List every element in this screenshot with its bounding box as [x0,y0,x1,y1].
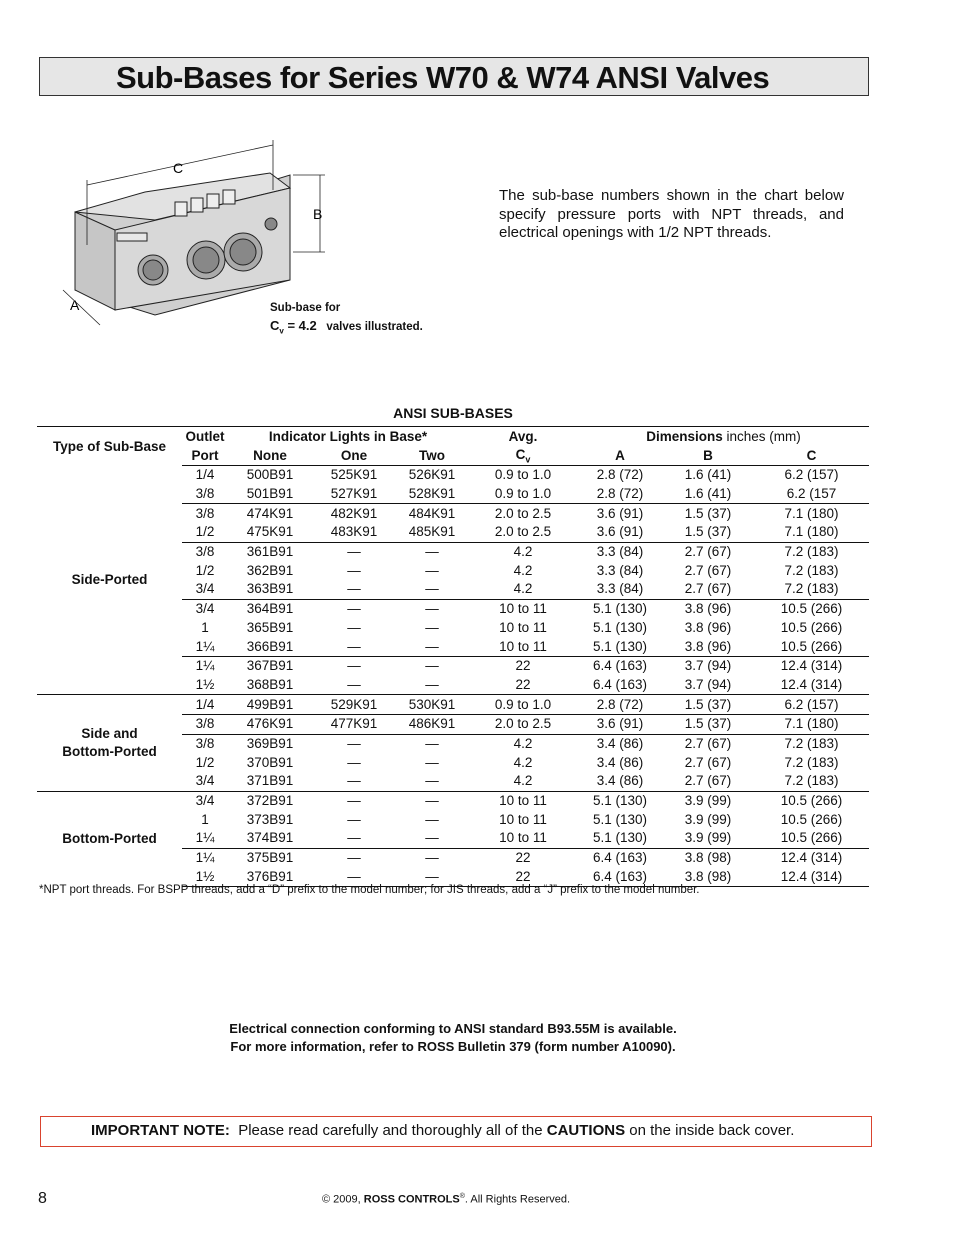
outlet-port: 1½ [195,676,215,692]
model-two: — [425,638,439,654]
note-text2: on the inside back cover. [629,1122,795,1139]
model-two: — [425,581,439,597]
model-none: 373B91 [246,811,294,827]
dim-b: 3.8 (96) [684,638,732,654]
avg-cv: 22 [515,676,531,692]
dim-c: 7.2 (183) [784,754,839,770]
dim-a: 3.3 (84) [596,581,644,597]
model-none: 372B91 [228,791,312,810]
dimension-label-c: C [173,160,184,176]
model-two: 526K91 [408,467,456,483]
copyright-suffix: . All Rights Reserved. [464,1193,571,1206]
ansi-sub-bases-table [37,426,869,887]
model-one: 527K91 [330,486,378,502]
dim-a: 5.1 (130) [592,619,648,635]
dim-c: 7.2 (183) [754,734,869,753]
electrical-note [0,1020,906,1056]
avg-cv: 4.2 [513,562,533,578]
table-row [37,695,869,715]
model-one: 525K91 [330,467,378,483]
intro-text: The sub-base numbers shown in the chart below specify pressure ports with NPT threads, and electrical openings with 1/2 NPT threads. [499,187,844,241]
outlet-port: 3/4 [182,599,228,618]
avg-cv: 4.2 [513,581,533,597]
model-two: 486K91 [396,714,468,734]
avg-cv: 4.2 [513,754,533,770]
dim-b: 2.7 (67) [684,581,732,597]
model-none: 369B91 [228,734,312,753]
brand-name: ROSS CONTROLS [363,1193,460,1206]
dim-b: 2.7 (67) [684,562,732,578]
avg-cv: 4.2 [468,542,578,561]
model-none: 475K91 [246,524,294,540]
note-text1: Please read carefully and thoroughly all of the [238,1122,543,1139]
model-two: — [425,619,439,635]
dim-a: 5.1 (130) [592,811,648,827]
header-indicator: Indicator Lights in Base* [228,427,468,447]
dim-c: 10.5 (266) [780,638,843,654]
model-none: 366B91 [246,638,294,654]
dim-c: 7.1 (180) [784,524,839,540]
outlet-port: 1/2 [195,524,215,540]
dim-c: 6.2 (157) [754,695,869,715]
dim-b: 3.9 (99) [662,791,754,810]
table-body [37,466,869,887]
dim-c: 12.4 (314) [780,676,843,692]
copyright [322,1193,570,1206]
caption-line2 [270,317,423,339]
outlet-port: 1/4 [195,467,215,483]
dim-b: 3.7 (94) [684,676,732,692]
model-two: — [396,599,468,618]
important-note-box [40,1116,872,1147]
avg-cv: 10 to 11 [468,791,578,810]
dim-a: 3.3 (84) [596,562,644,578]
caption-rest: valves illustrated. [326,321,423,333]
dim-b: 3.7 (94) [662,656,754,675]
avg-cv: 22 [468,656,578,675]
dim-a: 2.8 (72) [596,486,644,502]
outlet-port: 1¼ [182,656,228,675]
model-one: — [347,562,361,578]
dim-c: 6.2 (157) [784,467,839,483]
model-two: — [425,811,439,827]
avg-cv: 0.9 to 1.0 [468,695,578,715]
model-one: — [312,542,396,561]
note-cautions: CAUTIONS [546,1122,626,1139]
sub-base-type: Side-Ported [71,571,148,587]
page-title-box [39,57,869,96]
header-cv-label: C [515,446,526,462]
dim-b: 3.8 (98) [662,848,754,867]
outlet-port: 1¼ [182,848,228,867]
dim-b: 2.7 (67) [662,734,754,753]
dim-b: 2.7 (67) [684,773,732,789]
model-two: — [396,656,468,675]
dim-c: 12.4 (314) [754,656,869,675]
copyright-prefix: © 2009, [322,1193,361,1206]
dim-b: 3.9 (99) [684,830,732,846]
outlet-port: 3/4 [195,773,215,789]
caption-value: = 4.2 [283,318,317,333]
page-title: Sub-Bases for Series W70 & W74 ANSI Valves [116,60,770,95]
header-none: None [228,446,312,466]
model-none: 364B91 [228,599,312,618]
dim-b: 3.8 (96) [684,619,732,635]
dim-a: 3.4 (86) [596,754,644,770]
header-port: Port [182,446,228,466]
model-one: 483K91 [330,524,378,540]
outlet-port: 1/2 [195,562,215,578]
dim-a: 3.6 (91) [596,524,644,540]
model-none: 375B91 [228,848,312,867]
sub-base-type: Bottom-Ported [37,791,182,886]
dim-c: 7.2 (183) [784,773,839,789]
model-two: 484K91 [396,504,468,523]
avg-cv: 10 to 11 [499,830,547,846]
outlet-port: 1 [201,619,209,635]
dim-a: 3.6 (91) [578,504,662,523]
dim-a: 5.1 (130) [578,791,662,810]
outlet-port: 1¼ [195,638,215,654]
avg-cv: 0.9 to 1.0 [494,486,552,502]
dim-c: 10.5 (266) [754,599,869,618]
avg-cv: 22 [468,867,578,886]
model-none: 370B91 [246,754,294,770]
model-one: — [347,676,361,692]
model-none: 363B91 [246,581,294,597]
model-two: — [396,848,468,867]
dim-c: 7.2 (183) [784,562,839,578]
outlet-port: 3/8 [195,486,215,502]
dim-b: 1.6 (41) [684,467,732,483]
dim-c: 7.2 (183) [754,542,869,561]
dim-b: 1.5 (37) [684,524,732,540]
dim-a: 5.1 (130) [592,638,648,654]
model-none: 500B91 [246,467,294,483]
dim-b: 1.5 (37) [662,695,754,715]
model-one: — [312,734,396,753]
header-dimensions-label: Dimensions [646,429,723,444]
dim-c: 10.5 (266) [780,619,843,635]
header-outlet: Outlet [182,427,228,447]
model-two: — [396,791,468,810]
caption-line1: Sub-base for [270,302,341,314]
dim-c: 10.5 (266) [780,811,843,827]
outlet-port: 3/8 [182,734,228,753]
model-two: — [396,542,468,561]
avg-cv: 2.0 to 2.5 [494,524,552,540]
dim-b: 3.9 (99) [684,811,732,827]
model-two: — [425,830,439,846]
dim-b: 3.8 (96) [662,599,754,618]
avg-cv: 10 to 11 [499,619,547,635]
outlet-port: 1¼ [195,830,215,846]
electrical-line2: For more information, refer to ROSS Bulletin 379 (form number A10090). [230,1039,676,1054]
header-dimensions [578,427,869,447]
dimension-label-a: A [70,297,80,313]
dim-b: 1.5 (37) [662,504,754,523]
model-one: — [312,656,396,675]
avg-cv: 2.0 to 2.5 [468,504,578,523]
dim-a: 3.4 (86) [578,734,662,753]
outlet-port: 3/8 [182,714,228,734]
outlet-port: 3/8 [182,542,228,561]
model-two: — [425,773,439,789]
model-one: — [347,619,361,635]
model-one: — [312,867,396,886]
dim-a: 6.4 (163) [578,656,662,675]
model-one: — [347,581,361,597]
model-none: 499B91 [228,695,312,715]
model-none: 368B91 [246,676,294,692]
model-two: — [396,734,468,753]
model-one: — [312,791,396,810]
dim-a: 3.3 (84) [578,542,662,561]
outlet-port: 1 [201,811,209,827]
header-one: One [312,446,396,466]
caption-cv-sub: v [279,326,284,336]
header-cv-sub: v [525,454,531,465]
dimension-label-b: B [313,206,323,222]
header-type: Type of Sub-Base [37,427,182,466]
dim-b: 1.5 (37) [662,714,754,734]
model-none: 474K91 [228,504,312,523]
model-two: — [396,867,468,886]
avg-cv: 10 to 11 [499,811,547,827]
registered-mark: ® [459,1193,465,1200]
figure-caption [270,300,423,339]
header-c: C [754,446,869,466]
dim-b: 2.7 (67) [662,542,754,561]
outlet-port: 3/8 [182,504,228,523]
dim-a: 3.6 (91) [578,714,662,734]
dim-c: 10.5 (266) [780,830,843,846]
model-one: — [312,599,396,618]
note-label: IMPORTANT NOTE: [91,1122,230,1139]
electrical-line1: Electrical connection conforming to ANSI standard B93.55M is available. [229,1021,677,1036]
header-b: B [662,446,754,466]
model-one: — [347,811,361,827]
avg-cv: 10 to 11 [499,638,547,654]
dim-a: 5.1 (130) [592,830,648,846]
model-one: — [347,830,361,846]
model-none: 374B91 [246,830,294,846]
avg-cv: 22 [468,848,578,867]
dim-a: 6.4 (163) [578,848,662,867]
model-two: 530K91 [396,695,468,715]
dim-c: 6.2 (157 [786,486,837,502]
model-two: — [425,562,439,578]
page-number: 8 [38,1190,47,1207]
outlet-port: 3/4 [195,581,215,597]
dim-a: 6.4 (163) [592,676,648,692]
model-one: — [312,848,396,867]
avg-cv: 0.9 to 1.0 [494,467,552,483]
header-two: Two [396,446,468,466]
dim-b: 3.8 (98) [662,867,754,886]
dim-b: 1.6 (41) [684,486,732,502]
dim-a: 2.8 (72) [596,467,644,483]
model-one: 477K91 [312,714,396,734]
model-one: — [347,754,361,770]
model-one: — [347,773,361,789]
model-one: 482K91 [312,504,396,523]
model-two: — [425,754,439,770]
avg-cv: 4.2 [513,773,533,789]
model-two: 528K91 [408,486,456,502]
table-row [37,791,869,810]
dim-c: 7.1 (180) [754,504,869,523]
avg-cv: 10 to 11 [468,599,578,618]
header-a: A [578,446,662,466]
dim-c: 12.4 (314) [754,848,869,867]
model-none: 476K91 [228,714,312,734]
model-none: 361B91 [228,542,312,561]
model-none: 365B91 [246,619,294,635]
dim-a: 5.1 (130) [578,599,662,618]
outlet-port: 3/4 [182,791,228,810]
dim-a: 6.4 (163) [578,867,662,886]
model-none: 501B91 [246,486,294,502]
outlet-port: 1/4 [182,695,228,715]
outlet-port: 1/2 [195,754,215,770]
header-cv [468,446,578,466]
model-one: — [347,638,361,654]
dim-a: 2.8 (72) [578,695,662,715]
dim-a: 3.4 (86) [596,773,644,789]
header-avg: Avg. [468,427,578,447]
dim-c: 10.5 (266) [754,791,869,810]
dim-c: 12.4 (314) [754,867,869,886]
model-none: 362B91 [246,562,294,578]
model-none: 376B91 [228,867,312,886]
model-none: 371B91 [246,773,294,789]
caption-cv: C [270,318,280,333]
dim-c: 7.2 (183) [784,581,839,597]
dim-b: 2.7 (67) [684,754,732,770]
sub-base-type: Side and Bottom-Ported [37,695,182,791]
table-row [37,466,869,485]
table-footnote: *NPT port threads. For BSPP threads, add a “D” prefix to the model number; for JIS threads, add a “J” prefix to the model number. [39,884,700,896]
model-two: 485K91 [408,524,456,540]
dim-c: 7.1 (180) [754,714,869,734]
avg-cv: 4.2 [468,734,578,753]
header-dim-units: inches (mm) [726,429,801,444]
outlet-port: 1½ [182,867,228,886]
model-two: — [425,676,439,692]
model-none: 367B91 [228,656,312,675]
avg-cv: 2.0 to 2.5 [468,714,578,734]
table-title: ANSI SUB-BASES [393,405,513,421]
model-one: 529K91 [312,695,396,715]
